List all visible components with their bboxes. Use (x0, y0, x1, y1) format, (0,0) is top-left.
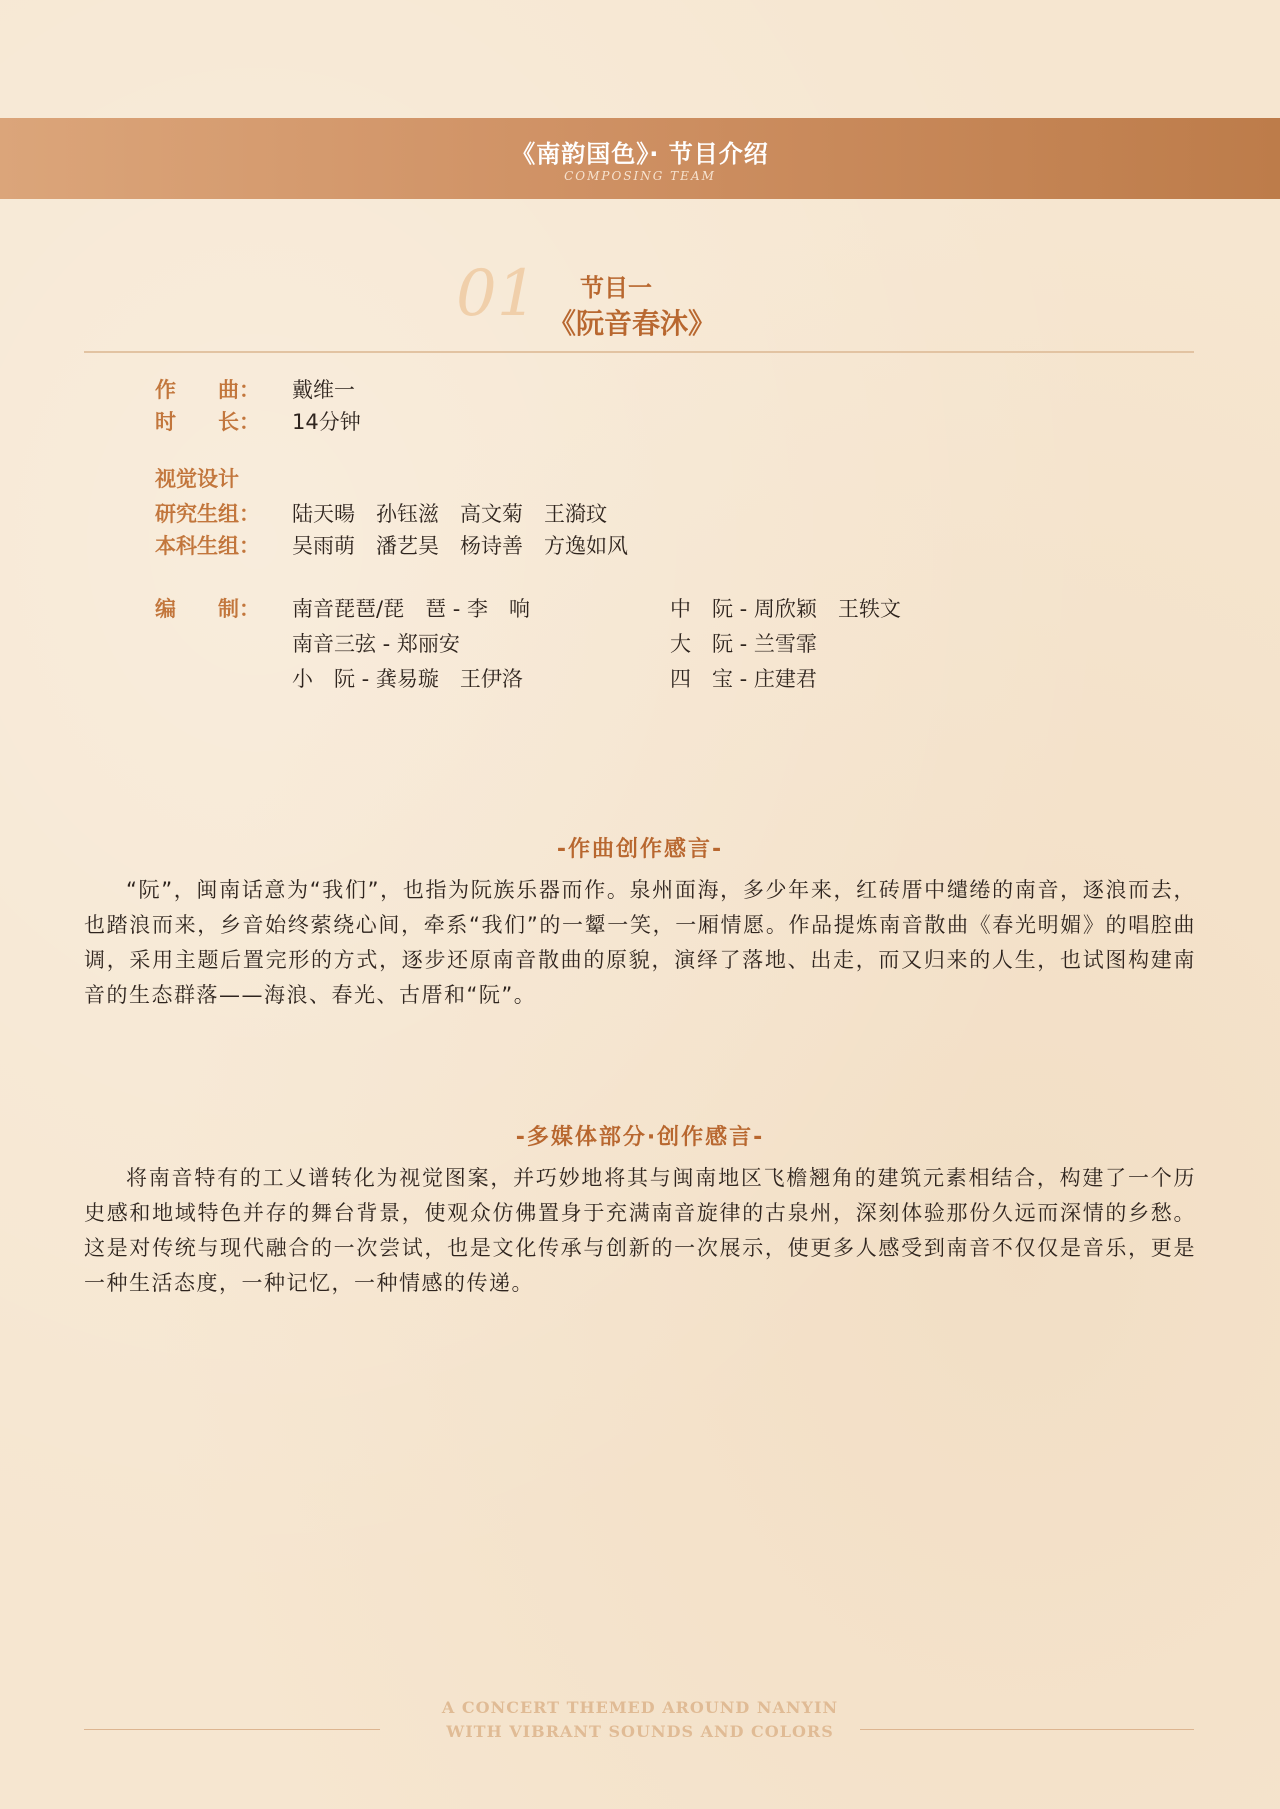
grad-group-members: 陆天暘 孙钰滋 高文菊 王漪玟 (292, 502, 607, 526)
orchestration-item: 南音琵琶/琵 琶 - 李 响 (292, 597, 531, 621)
visual-design-label: 视觉设计 (155, 467, 239, 491)
title-divider (84, 351, 1194, 353)
undergrad-group-label: 本科生组： (155, 534, 260, 558)
program-number: 01 (456, 257, 538, 331)
footer-tagline-line1: A CONCERT THEMED AROUND NANYIN (441, 1698, 839, 1717)
program-name: 《阮音春沐》 (548, 307, 717, 340)
orchestration-label: 编 制： (155, 597, 260, 621)
duration-value: 14分钟 (292, 410, 361, 434)
composer-label: 作 曲： (155, 378, 260, 402)
page-subtitle: COMPOSING TEAM (564, 169, 716, 183)
section-paragraph: “阮”，闽南话意为“我们”，也指为阮族乐器而作。泉州面海，多少年来，红砖厝中缱绻的南音，逐浪而去，也踏浪而来，乡音始终萦绕心间，牵系“我们”的一颦一笑，一厢情愿。作品提炼南音散曲《春光明媚》的唱腔曲调，采用主题后置完形的方式，逐步还原南音散曲的原貌，演绎了落地、出走，而又归来的人生，也试图构建南音的生态群落——海浪、春光、古厝和“阮”。 (84, 878, 1196, 1007)
section-paragraph: 将南音特有的工乂谱转化为视觉图案，并巧妙地将其与闽南地区飞檐翘角的建筑元素相结合，构建了一个历史感和地域特色并存的舞台背景，使观众仿佛置身于充满南音旋律的古泉州，深刻体验那份久远而深情的乡愁。这是对传统与现代融合的一次尝试，也是文化传承与创新的一次展示，使更多人感受到南音不仅仅是音乐，更是一种生活态度，一种记忆，一种情感的传递。 (84, 1166, 1196, 1295)
section-heading: -作曲创作感言- (556, 837, 724, 862)
orchestration-item: 大 阮 - 兰雪霏 (670, 632, 817, 656)
duration-label: 时 长： (155, 410, 260, 434)
section-heading: -多媒体部分·创作感言- (515, 1125, 765, 1150)
grad-group-label: 研究生组： (155, 502, 260, 526)
undergrad-group-members: 吴雨萌 潘艺昊 杨诗善 方逸如风 (292, 534, 628, 558)
orchestration-item: 南音三弦 - 郑丽安 (292, 632, 460, 656)
orchestration-item: 小 阮 - 龚易璇 王伊洛 (292, 667, 523, 691)
footer-tagline-line2: WITH VIBRANT SOUNDS AND COLORS (446, 1722, 834, 1741)
program-label: 节目一 (580, 274, 652, 302)
page-title: 《南韵国色》· 节目介绍 (511, 140, 769, 168)
header-banner (0, 118, 1280, 199)
orchestration-item: 中 阮 - 周欣颖 王轶文 (670, 597, 901, 621)
composer-name: 戴维一 (292, 378, 355, 402)
orchestration-item: 四 宝 - 庄建君 (670, 667, 817, 691)
